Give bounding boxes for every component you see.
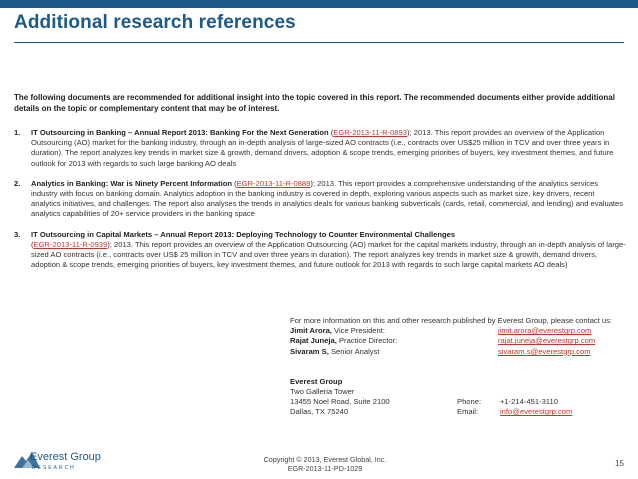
contact-name: Jimit Arora, (290, 326, 332, 336)
contact-role: Practice Director: (336, 336, 398, 346)
reference-number: 2. (14, 178, 21, 188)
contact-email-link[interactable]: rajat.juneja@everestgrp.com (498, 336, 596, 346)
info-email-link[interactable]: info@everestgrp.com (500, 407, 573, 417)
address-line-1: Two Galleria Tower (290, 386, 355, 396)
logo-subtitle: RESEARCH (32, 465, 76, 471)
reference-description: ); 2013. This report provides an overview of the Application Outsourcing (AO) market for the capital markets industry, through an in-depth analysis of large-sized AO contracts (i.e., contracts over US$ 25 million in TCV and over three years in duration). The report analyzes key trends in market size & growth, demand drivers, adoption & scope trends, emerging priorities of buyers, key investment themes, and future outlook for 2013 with regards to such large capital markets AO deals) (31, 239, 626, 270)
reference-list (14, 128, 626, 280)
intro-paragraph: The following documents are recommended for additional insight into the topic covered in this report. The recommended documents either provide additional details on the topic or complementary content that may be of interest. (14, 93, 615, 113)
contact-name: Rajat Juneja, (290, 336, 337, 346)
reference-link[interactable]: EGR-2013-11-R-0888 (236, 178, 311, 188)
reference-title: IT Outsourcing in Capital Markets – Annual Report 2013: Deploying Technology to Counter Environmental Challenges (31, 229, 456, 239)
reference-description: ); 2013. This report provides a comprehensive understanding of the analytics services industry with focus on banking domain. Analytics adoption in the banking industry is covered in depth, exploring various aspects such as market size, key drivers, recent analytics initiatives, and challenges. The report also analyses the trends in analytics deals for various banking subverticals (cards, retail, commercial, and lending) and evaluates analytics capabilities of 20+ service providers in the banking space (31, 178, 624, 219)
reference-description: ); 2013. This report provides an overview of the Application Outsourcing (AO) market for the banking industry, through an in-depth analysis of large-sized AO contracts (i.e., contracts over US$25 million in TCV and over three years in duration). The report analyzes key trends in market size & growth, demand drivers, adoption & scope trends, emerging priorities of buyers, key investment themes, and future outlook for 2013 with regards to such large banking AO deals (31, 128, 614, 168)
reference-item-1 (14, 128, 626, 169)
reference-item-3 (14, 230, 626, 271)
reference-title: Analytics in Banking: War is Ninety Percent Information (31, 178, 232, 188)
copyright-text: Copyright © 2013, Everest Global, Inc. (263, 455, 387, 464)
contact-email-link[interactable]: sivaram.s@everestgrp.com (498, 346, 591, 356)
footer-copyright-block (250, 455, 400, 473)
contact-email-link[interactable]: jimit.arora@everestgrp.com (498, 326, 592, 336)
phone-number: +1-214-451-3110 (500, 397, 558, 407)
address-line-2: 13455 Noel Road, Suite 2100 (290, 397, 390, 407)
contact-role: Senior Analyst (328, 346, 380, 356)
contact-person-row (290, 347, 626, 357)
company-name-row (290, 377, 626, 387)
contact-name: Sivaram S, (290, 346, 329, 356)
reference-number: 1. (14, 128, 21, 137)
company-name: Everest Group (290, 376, 343, 386)
reference-link[interactable]: EGR-2013-11-R-0893 (333, 128, 407, 137)
contact-person-row (290, 326, 626, 336)
address-row-phone (290, 397, 626, 407)
title-divider (14, 42, 624, 43)
reference-link[interactable]: EGR-2013-11-R-0939 (33, 239, 108, 249)
document-id: EGR-2013-11-PD-1029 (287, 464, 363, 473)
logo-wordmark: Everest Group (30, 451, 101, 463)
phone-label: Phone: (457, 397, 482, 407)
reference-number: 3. (14, 229, 21, 239)
reference-link-prefix: ( (31, 239, 34, 249)
page-number: 15 (615, 459, 624, 468)
reference-link-prefix: ( (232, 178, 237, 188)
reference-item-2 (14, 179, 626, 220)
address-row-email (290, 407, 626, 417)
reference-title: IT Outsourcing in Banking – Annual Report 2013: Banking For the Next Generation (31, 128, 329, 137)
address-line-3: Dallas, TX 75240 (290, 407, 349, 417)
page-title: Additional research references (14, 12, 296, 33)
contact-block (290, 316, 626, 418)
email-label: Email: (457, 407, 479, 417)
contact-intro: For more information on this and other research published by Everest Group, please contact us: (290, 316, 613, 325)
contact-role: Vice President: (331, 326, 385, 336)
contact-person-row (290, 336, 626, 346)
reference-link-prefix: ( (328, 128, 334, 137)
top-accent-bar (0, 0, 638, 8)
